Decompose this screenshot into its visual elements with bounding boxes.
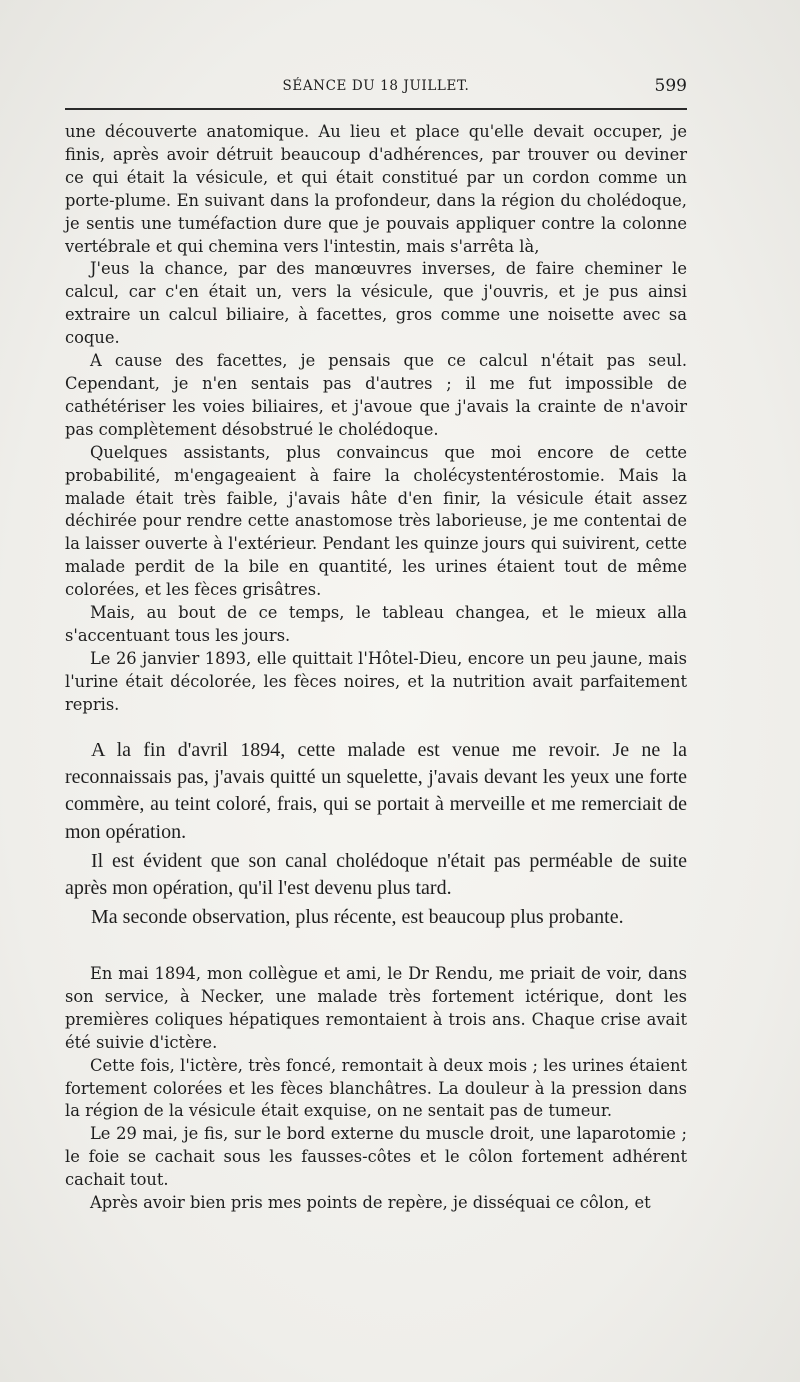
paragraph: Le 29 mai, je fis, sur le bord externe du muscle droit, une laparotomie ; le foie se cachait sous les fausses-côtes et le côlon fortement adhérent cachait tout. (65, 1124, 687, 1190)
paragraph: J'eus la chance, par des manœuvres inverses, de faire cheminer le calcul, car c'en était un, vers la vésicule, que j'ouvris, et je pus ainsi extraire un calcul biliaire, à facettes, gros comme une noisette avec sa coque. (65, 259, 687, 348)
body-text-section-2 (65, 737, 687, 931)
paragraph: Après avoir bien pris mes points de repère, je disséquai ce côlon, et (90, 1193, 651, 1213)
paragraph: Ma seconde observation, plus récente, est beaucoup plus probante. (91, 906, 624, 929)
paragraph: une découverte anatomique. Au lieu et place qu'elle devait occuper, je finis, après avoir détruit beaucoup d'adhérences, par trouver ou deviner ce qui était la vésicule, et qui était constitué par un cordon comme un porte-plume. En suivant dans la profondeur, dans la région du cholédoque, je sentis une tuméfaction dure que je pouvais appliquer contre la colonne vertébrale et qui chemina vers l'intestin, mais s'arrêta là, (65, 122, 687, 256)
page-header (65, 76, 687, 102)
paragraph: Cette fois, l'ictère, très foncé, remontait à deux mois ; les urines étaient fortement colorées et les fèces blanchâtres. La douleur à la pression dans la région de la vésicule était exquise, on ne sentait pas de tumeur. (65, 1055, 687, 1121)
paragraph: A cause des facettes, je pensais que ce calcul n'était pas seul. Cependant, je n'en sentais pas d'autres ; il me fut impossible de cathétériser les voies biliaires, et j'avoue que j'avais la crainte de n'avoir pas complètement désobstrué le cholédoque. (65, 351, 687, 439)
paragraph: En mai 1894, mon collègue et ami, le Dr Rendu, me priait de voir, dans son service, à Necker, une malade très fortement ictérique, dont les premières coliques hépatiques remontaient à trois ans. Chaque crise avait été suivie d'ictère. (65, 964, 687, 1052)
header-rule (65, 108, 687, 110)
body-text-section-1 (65, 121, 687, 717)
paragraph: Il est évident que son canal cholédoque n'était pas perméable de suite après mon opération, qu'il l'est devenu plus tard. (65, 849, 687, 900)
running-title: SÉANCE DU 18 JUILLET. (282, 78, 470, 94)
paragraph: Le 26 janvier 1893, elle quittait l'Hôtel-Dieu, encore un peu jaune, mais l'urine était décolorée, les fèces noires, et la nutrition avait parfaitement repris. (65, 648, 687, 714)
body-text-section-3 (65, 963, 687, 1215)
paragraph: Quelques assistants, plus convaincus que moi encore de cette probabilité, m'engageaient à faire la cholécystentérostomie. Mais la malade était très faible, j'avais hâte d'en finir, la vésicule était assez déchirée pour rendre cette anastomose très laborieuse, je me contentai de la laisser ouverte à l'extérieur. Pendant les quinze jours qui suivirent, cette malade perdit de la bile en quantité, les urines étaient tout de même colorées, et les fèces grisâtres. (65, 442, 687, 600)
page-number: 599 (654, 76, 687, 96)
paragraph: Mais, au bout de ce temps, le tableau changea, et le mieux alla s'accentuant tous les jours. (65, 603, 687, 645)
paragraph: A la fin d'avril 1894, cette malade est venue me revoir. Je ne la reconnaissais pas, j'avais quitté un squelette, j'avais devant les yeux une forte commère, au teint coloré, frais, qui se portait à merveille et me remerciait de mon opération. (65, 739, 687, 843)
